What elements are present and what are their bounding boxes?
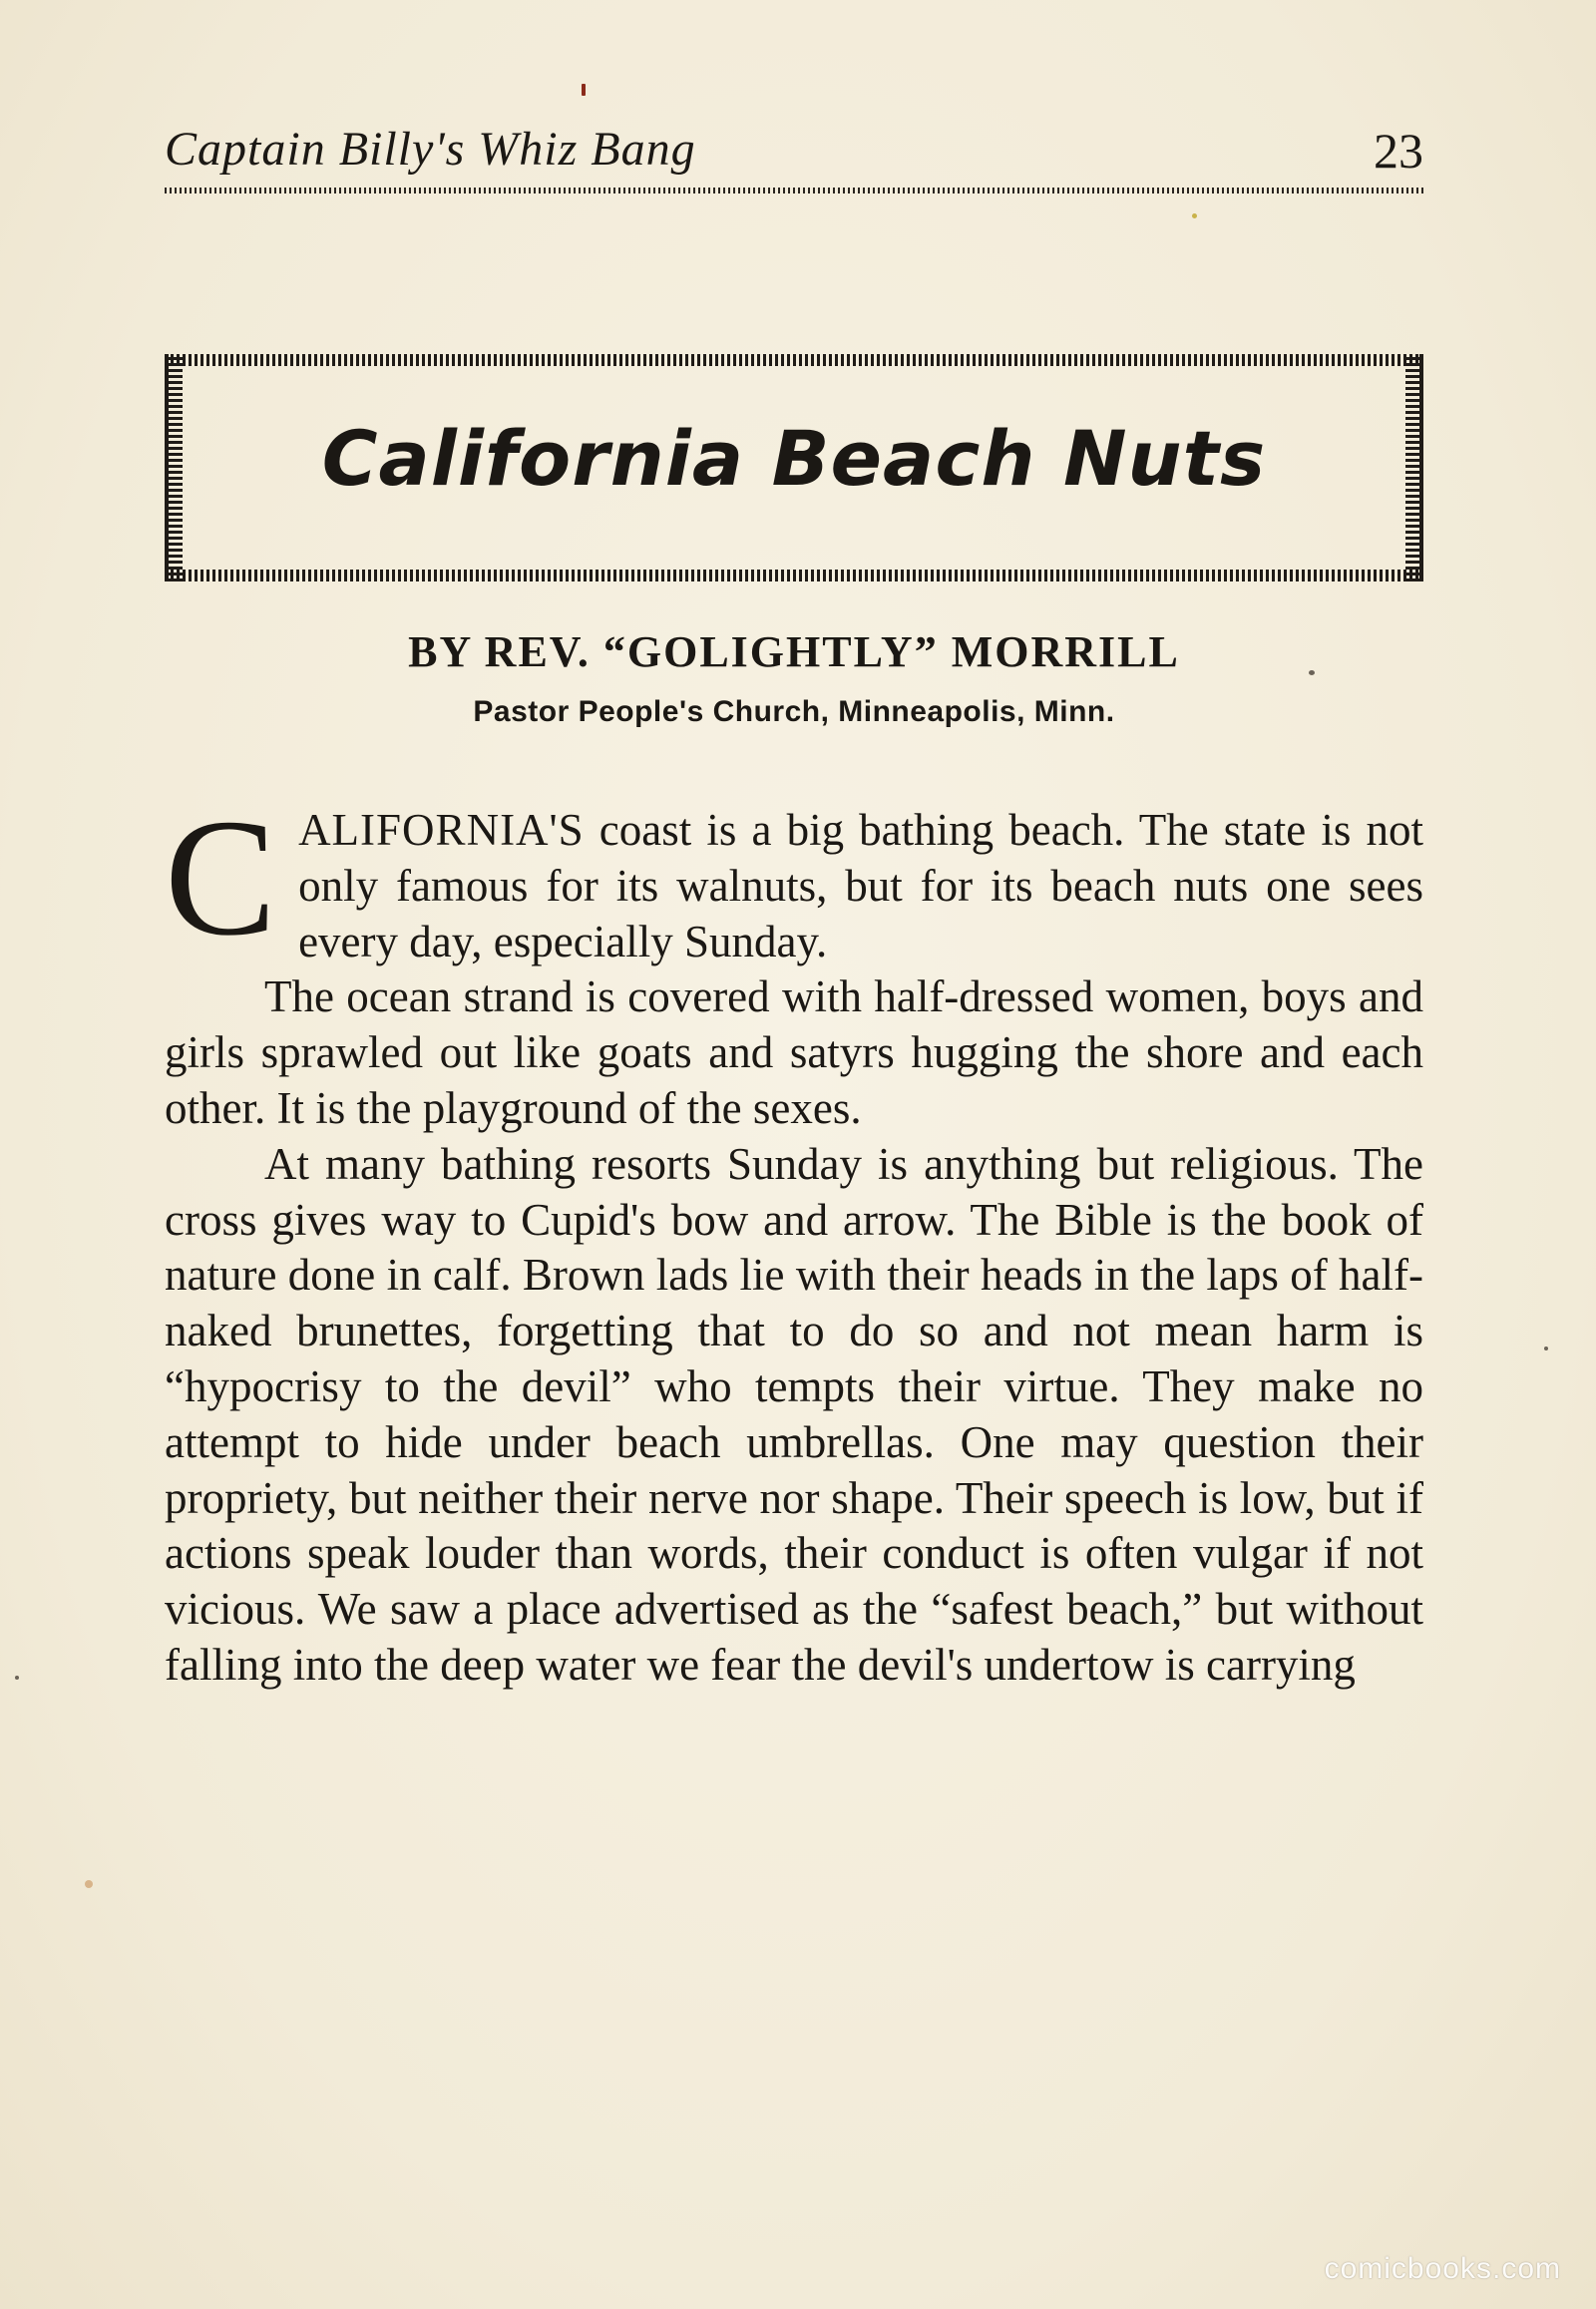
watermark: comicbooks.com: [1324, 2252, 1561, 2285]
paper-speck: [1309, 670, 1315, 675]
paper-speck: [582, 84, 586, 96]
paragraph-1: [165, 785, 1423, 970]
paper-speck: [1192, 213, 1197, 218]
page-number: 23: [1374, 123, 1423, 179]
frame-bottom-border: [165, 570, 1423, 581]
drop-cap: C: [165, 785, 277, 970]
article-body: [165, 785, 1423, 1694]
title-frame: [165, 354, 1423, 581]
paragraph-2: The ocean strand is covered with half-dressed women, boys and girls sprawled out like goats and satyrs hugging the shore and each other. It is the playground of the sexes.: [165, 971, 1423, 1133]
byline: BY REV. “GOLIGHTLY” MORRILL: [408, 627, 1180, 676]
header-rule: [165, 188, 1423, 193]
author-affiliation: Pastor People's Church, Minneapolis, Minn.: [473, 695, 1115, 728]
paper-speck: [15, 1676, 19, 1680]
paragraph-3: At many bathing resorts Sunday is anything but religious. The cross gives way to Cupid's bow and arrow. The Bible is the book of nature done in calf. Brown lads lie with their heads in the laps of half-naked brunettes, forgetting that to do so and not mean harm is “hypocrisy to the devil” who tempts their virtue. They make no attempt to hide under beach umbrellas. One may question their propriety, but neither their nerve nor shape. Their speech is low, but if actions speak louder than words, their conduct is often vulgar if not vicious. We saw a place advertised as the “safest beach,” but without falling into the deep water we fear the devil's undertow is carrying: [165, 1138, 1423, 1690]
lead-caps: ALIFORNIA'S: [298, 805, 585, 855]
publication-title: Captain Billy's Whiz Bang: [165, 123, 696, 176]
paper-speck: [1544, 1347, 1548, 1350]
frame-top-border: [165, 354, 1423, 366]
running-header: [165, 122, 1423, 192]
article-title: California Beach Nuts: [321, 414, 1267, 503]
paper-speck: [85, 1880, 93, 1888]
paragraph-1-text: coast is a big bathing beach. The state is not only famous for its walnuts, but for its beach nuts one sees every day, especially Sunday.: [298, 805, 1423, 966]
